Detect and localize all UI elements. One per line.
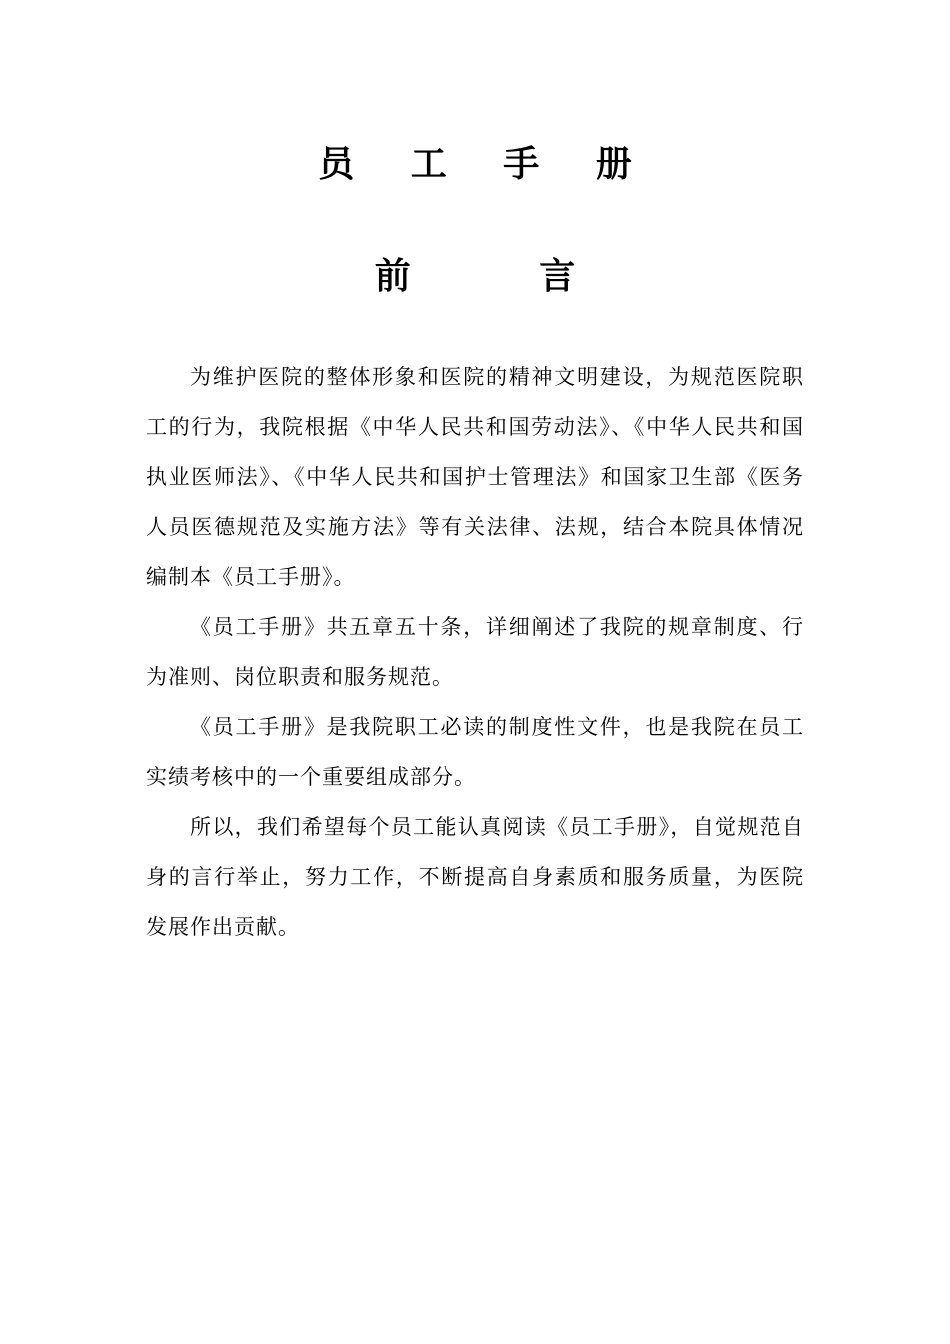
paragraph-4: 所以，我们希望每个员工能认真阅读《员工手册》，自觉规范自身的言行举止，努力工作，不断提高自身素质和服务质量，为医院发展作出贡献。	[146, 815, 804, 939]
paragraph-2: 《员工手册》共五章五十条，详细阐述了我院的规章制度、行为准则、岗位职责和服务规范。	[146, 615, 804, 689]
document-title: 员 工 手 册	[318, 144, 654, 185]
paragraph-3: 《员工手册》是我院职工必读的制度性文件，也是我院在员工实绩考核中的一个重要组成部分。	[146, 715, 804, 789]
preface-heading: 前 言	[374, 256, 634, 297]
paragraph-1: 为维护医院的整体形象和医院的精神文明建设，为规范医院职工的行为，我院根据《中华人民共和国劳动法》、《中华人民共和国执业医师法》、《中华人民共和国护士管理法》和国家卫生部《医务人员医德规范及实施方法》等有关法律、法规，结合本院具体情况编制本《员工手册》。	[146, 365, 804, 589]
preface-body	[146, 352, 804, 952]
